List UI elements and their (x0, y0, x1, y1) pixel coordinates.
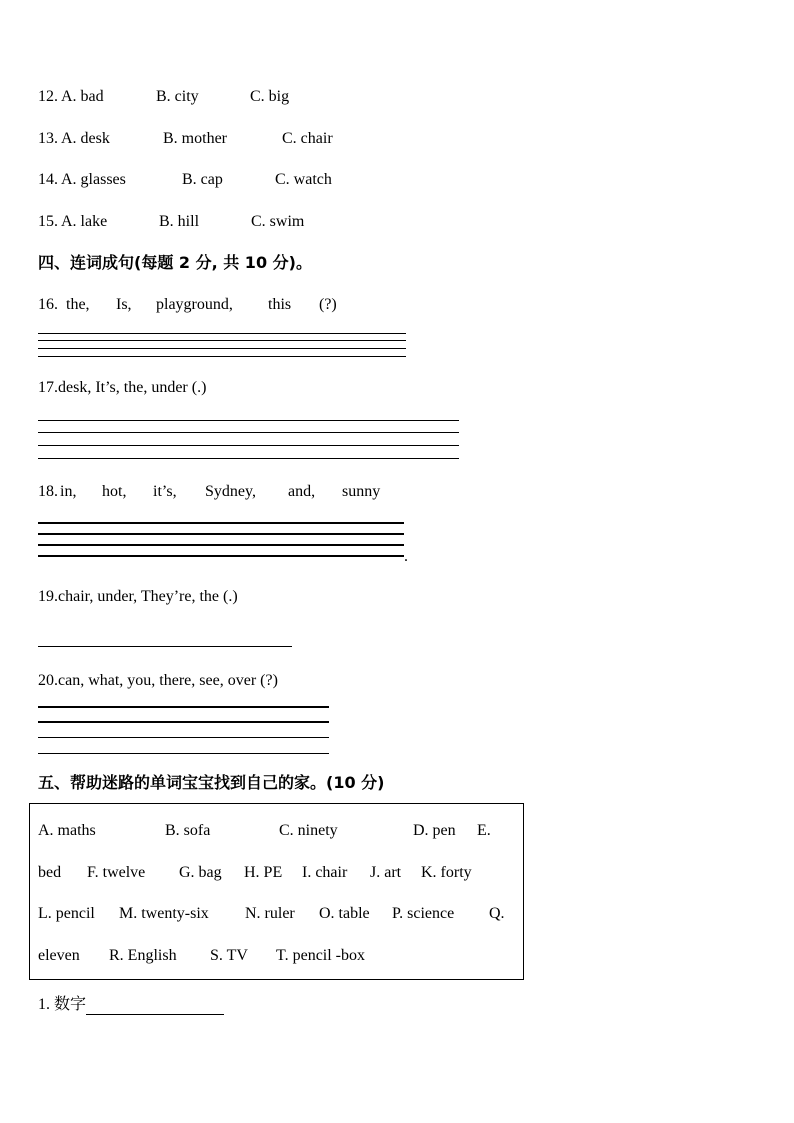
option-c: C. watch (275, 171, 332, 188)
answer-line (38, 445, 459, 446)
question-20 (38, 671, 278, 691)
word: in, (60, 483, 77, 500)
answer-line (38, 555, 404, 557)
word-item: G. bag (179, 864, 222, 881)
option-a: A. bad (61, 88, 104, 105)
option-b: B. hill (159, 213, 200, 230)
answer-line (38, 753, 329, 754)
word: (?) (319, 296, 337, 313)
word-item: B. sofa (165, 822, 211, 839)
word-item: E. (477, 822, 491, 839)
word-item: D. pen (413, 822, 456, 839)
section-four-title: 四、连词成句(每题 2 分, 共 10 分)。 (38, 253, 312, 272)
word-item: F. twelve (87, 864, 146, 881)
answer-line (38, 458, 459, 459)
question-number: 17. (38, 379, 58, 396)
answer-line (38, 646, 292, 647)
question-17 (38, 378, 206, 398)
word: it’s, (153, 483, 177, 500)
word: Sydney, (205, 483, 256, 500)
word-item: O. table (319, 905, 370, 922)
option-c: C. big (250, 88, 290, 105)
answer-line (38, 544, 404, 546)
answer-line (38, 432, 459, 433)
question-number: 19. (38, 588, 58, 605)
word-item: eleven (38, 947, 80, 964)
option-b: B. city (156, 88, 199, 105)
answer-line (38, 522, 404, 524)
word-item: H. PE (244, 864, 283, 881)
answer-line (38, 420, 459, 421)
question-number: 13. (38, 130, 58, 147)
word-item: S. TV (210, 947, 248, 964)
word: and, (288, 483, 316, 500)
word-item: M. twenty-six (119, 905, 209, 922)
option-b: B. mother (163, 130, 227, 147)
answer-line (38, 333, 406, 334)
question-number: 15. (38, 213, 58, 230)
word: sunny (342, 483, 381, 500)
word: the, (66, 296, 90, 313)
word: this (268, 296, 292, 313)
word-item: N. ruler (245, 905, 295, 922)
answer-line (38, 721, 329, 723)
word-list: can, what, you, there, see, over (?) (58, 672, 278, 689)
word-item: L. pencil (38, 905, 95, 922)
answer-blank[interactable] (86, 998, 224, 1015)
question-number: 14. (38, 171, 58, 188)
option-c: C. chair (282, 130, 333, 147)
question-number: 16. (38, 296, 58, 313)
question-number: 1. (38, 996, 50, 1013)
word-item: I. chair (302, 864, 348, 881)
section-five-title: 五、帮助迷路的单词宝宝找到自己的家。(10 分) (38, 773, 385, 792)
word-item: T. pencil -box (276, 947, 366, 964)
question-number: 12. (38, 88, 58, 105)
word-item: R. English (109, 947, 177, 964)
option-a: A. desk (61, 130, 110, 147)
word: hot, (102, 483, 127, 500)
word-item: A. maths (38, 822, 96, 839)
option-c: C. swim (251, 213, 305, 230)
answer-line (38, 356, 406, 357)
word-item: P. science (392, 905, 455, 922)
word-list: desk, It’s, the, under (.) (58, 379, 207, 396)
option-a: A. lake (61, 213, 108, 230)
word-item: J. art (370, 864, 402, 881)
word-item: K. forty (421, 864, 472, 881)
answer-line (38, 348, 406, 349)
end-period: . (404, 548, 408, 565)
answer-line (38, 706, 329, 708)
option-b: B. cap (182, 171, 223, 188)
option-a: A. glasses (61, 171, 126, 188)
word-item: Q. (489, 905, 505, 922)
category-numbers (38, 994, 224, 1015)
question-number: 18. (38, 483, 58, 500)
category-label: 数字 (54, 994, 87, 1013)
answer-line (38, 340, 406, 341)
question-19 (38, 587, 238, 607)
answer-line (38, 737, 329, 738)
word-list: chair, under, They’re, the (.) (58, 588, 238, 605)
answer-line (38, 533, 404, 535)
word: playground, (156, 296, 233, 313)
question-number: 20. (38, 672, 58, 689)
word-item: C. ninety (279, 822, 338, 839)
word-item: bed (38, 864, 62, 881)
word: Is, (116, 296, 132, 313)
